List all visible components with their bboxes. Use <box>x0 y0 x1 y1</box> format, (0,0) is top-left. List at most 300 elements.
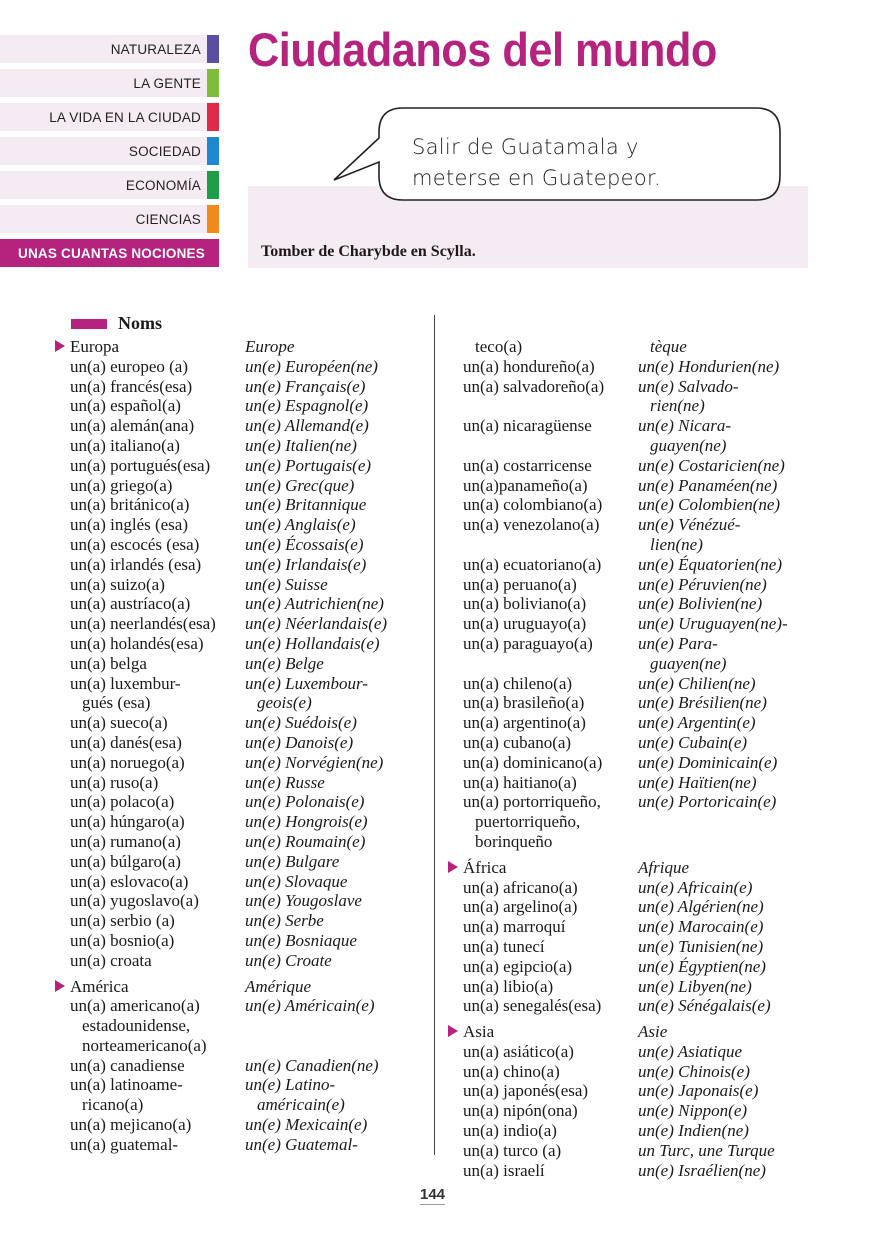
french-term: un(e) Britannique <box>245 495 367 515</box>
french-term: un(e) Américain(e) <box>245 996 375 1016</box>
spanish-term-text: un(a) argentino(a) <box>463 713 586 733</box>
nav-item-economia[interactable] <box>0 171 219 199</box>
spanish-term <box>55 654 245 674</box>
vocab-row <box>448 812 788 832</box>
color-tab <box>207 205 219 233</box>
spanish-term <box>55 773 245 793</box>
spanish-term <box>448 1081 638 1101</box>
spanish-term-text: un(a) serbio (a) <box>70 911 175 931</box>
french-term: un(e) Irlandais(e) <box>245 554 367 574</box>
french-term: un(e) Norvégien(ne) <box>245 752 384 772</box>
spanish-term-text: un(a) inglés (esa) <box>70 515 189 535</box>
vocab-row <box>55 773 387 793</box>
french-term: américain(e) <box>257 1095 345 1115</box>
vocab-row <box>55 614 387 634</box>
vocab-row <box>448 1042 788 1062</box>
spanish-term <box>448 634 638 654</box>
vocab-row <box>448 436 788 456</box>
spanish-term-text: puertorriqueño, <box>475 812 581 832</box>
vocab-row <box>448 996 788 1016</box>
spanish-term-text: un(a) bosnio(a) <box>70 930 175 950</box>
french-term: un(e) Hollandais(e) <box>245 633 380 653</box>
vocab-row <box>448 476 788 496</box>
continent-row <box>448 858 788 878</box>
vocab-row <box>55 693 387 713</box>
vocab-column-left <box>55 337 387 1155</box>
spanish-term <box>55 476 245 496</box>
vocab-row <box>55 515 387 535</box>
page-number: 144 <box>420 1186 446 1203</box>
french-term: Asie <box>638 1022 668 1042</box>
french-term: geois(e) <box>257 693 312 713</box>
section-heading-label: Noms <box>118 313 162 333</box>
spanish-term-text: un(a) belga <box>70 653 147 673</box>
spanish-term <box>448 396 638 416</box>
spanish-term <box>448 937 638 957</box>
spanish-term <box>55 634 245 654</box>
spanish-term <box>448 594 638 614</box>
spanish-term <box>55 396 245 416</box>
spanish-term <box>448 753 638 773</box>
spanish-term <box>55 951 245 971</box>
spanish-term <box>448 495 638 515</box>
vocab-row <box>448 832 788 852</box>
spanish-term <box>448 476 638 496</box>
spanish-term-text: un(a) griego(a) <box>70 475 173 495</box>
vocab-row <box>55 1075 387 1095</box>
vocab-row <box>448 1141 788 1161</box>
french-term: un(e) Bolivien(ne) <box>638 594 763 614</box>
spanish-term <box>55 377 245 397</box>
spanish-term <box>55 812 245 832</box>
spanish-term-text: un(a) chileno(a) <box>463 673 573 693</box>
triangle-bullet-icon <box>55 980 65 992</box>
vocab-row <box>448 495 788 515</box>
spanish-term-text: un(a) francés(esa) <box>70 376 193 396</box>
spanish-term <box>55 436 245 456</box>
vocab-row <box>55 733 387 753</box>
spanish-term-text: un(a) boliviano(a) <box>463 594 587 614</box>
nav-item-label: CIENCIAS <box>135 211 201 227</box>
vocab-row <box>55 832 387 852</box>
color-tab <box>207 35 219 63</box>
color-tab <box>207 137 219 165</box>
vocab-row <box>55 951 387 971</box>
vocab-row <box>55 634 387 654</box>
spanish-term-text: un(a) japonés(esa) <box>463 1081 589 1101</box>
spanish-term-text: un(a)panameño(a) <box>463 475 588 495</box>
triangle-bullet-icon <box>55 340 65 352</box>
french-term: un(e) Japonais(e) <box>638 1081 759 1101</box>
spanish-term-text: un(a) israelí <box>463 1160 545 1180</box>
spanish-term-text: un(a) latinoame- <box>70 1075 183 1095</box>
french-term: un(e) Argentin(e) <box>638 713 756 733</box>
vocab-row <box>448 713 788 733</box>
spanish-term-text: un(a) dominicano(a) <box>463 752 603 772</box>
spanish-term <box>448 1101 638 1121</box>
spanish-term-text: teco(a) <box>475 337 523 356</box>
french-term: un(e) Tunisien(ne) <box>638 936 764 956</box>
spanish-term-text: un(a) indio(a) <box>463 1121 557 1141</box>
vocab-row <box>448 674 788 694</box>
french-term: un(e) Slovaque <box>245 871 348 891</box>
spanish-term-text: un(a) asiático(a) <box>463 1041 574 1061</box>
spanish-term <box>448 654 638 674</box>
spanish-term-text: un(a) suizo(a) <box>70 574 165 594</box>
spanish-term-text: un(a) salvadoreño(a) <box>463 376 605 396</box>
spanish-term <box>55 416 245 436</box>
vocab-row <box>55 1036 387 1056</box>
french-term: un(e) Para- <box>638 633 718 653</box>
spanish-term-text: un(a) americano(a) <box>70 996 200 1016</box>
spanish-term <box>55 555 245 575</box>
spanish-term <box>448 436 638 456</box>
spanish-term <box>55 495 245 515</box>
spanish-term-text: un(a) irlandés (esa) <box>70 554 202 574</box>
spanish-term <box>55 337 245 357</box>
bubble-text <box>412 132 661 194</box>
french-term: un(e) Nicara- <box>638 416 732 436</box>
spanish-term <box>448 713 638 733</box>
spanish-term-text: un(a) ruso(a) <box>70 772 159 792</box>
spanish-term-text: Europa <box>70 337 120 356</box>
french-term: un(e) Russe <box>245 772 325 792</box>
spanish-term <box>448 456 638 476</box>
vocab-row <box>448 878 788 898</box>
vocab-row <box>55 872 387 892</box>
spanish-term <box>55 996 245 1016</box>
spanish-term <box>448 674 638 694</box>
spanish-term-text: un(a) nicaragüense <box>463 416 592 436</box>
spanish-term-text: un(a) húngaro(a) <box>70 812 185 832</box>
french-term: un(e) Indien(ne) <box>638 1121 749 1141</box>
spanish-term <box>448 416 638 436</box>
spanish-term <box>448 812 638 832</box>
spanish-term <box>448 897 638 917</box>
spanish-term-text: un(a) ecuatoriano(a) <box>463 554 602 574</box>
continent-row <box>448 1022 788 1042</box>
nav-item-label: SOCIEDAD <box>128 143 201 159</box>
nav-item-unas-cuantas-nociones[interactable] <box>0 239 219 267</box>
spanish-term <box>55 1036 245 1056</box>
french-term: un(e) Bosniaque <box>245 930 357 950</box>
vocab-row <box>55 1135 387 1155</box>
french-term: un(e) Portugais(e) <box>245 455 372 475</box>
vocab-row <box>448 937 788 957</box>
french-term: un(e) Asiatique <box>638 1041 743 1061</box>
vocab-row <box>448 357 788 377</box>
spanish-term <box>55 931 245 951</box>
vocab-row <box>55 852 387 872</box>
spanish-term <box>55 575 245 595</box>
spanish-term-text: un(a) búlgaro(a) <box>70 851 181 871</box>
vocab-row <box>55 1115 387 1135</box>
continent-row <box>55 337 387 357</box>
spanish-term-text: un(a) alemán(ana) <box>70 416 195 436</box>
spanish-term <box>55 852 245 872</box>
spanish-term <box>55 733 245 753</box>
color-tab <box>207 171 219 199</box>
spanish-term <box>448 957 638 977</box>
spanish-term-text: un(a) croata <box>70 950 152 970</box>
nav-item-sociedad[interactable] <box>0 137 219 165</box>
spanish-term <box>55 792 245 812</box>
spanish-term-text: un(a) rumano(a) <box>70 831 181 851</box>
vocab-row <box>55 1056 387 1076</box>
french-term: un(e) Libyen(ne) <box>638 976 752 996</box>
continent-row <box>55 977 387 997</box>
spanish-term-text: Asia <box>463 1022 495 1042</box>
spanish-term <box>448 337 638 357</box>
vocab-row <box>448 733 788 753</box>
vocab-row <box>55 594 387 614</box>
vocab-row <box>55 476 387 496</box>
spanish-term <box>448 733 638 753</box>
color-tab <box>207 69 219 97</box>
spanish-term-text: un(a) luxembur- <box>70 673 181 693</box>
vocab-row <box>448 773 788 793</box>
vocab-row <box>55 911 387 931</box>
spanish-term-text: un(a) haitiano(a) <box>463 772 577 792</box>
vocab-row <box>448 1081 788 1101</box>
spanish-term-text: un(a) costarricense <box>463 455 592 475</box>
spanish-term <box>448 1042 638 1062</box>
spanish-term <box>55 1095 245 1115</box>
sidebar-nav <box>0 35 219 273</box>
vocab-row <box>448 396 788 416</box>
spanish-term-text: un(a) polaco(a) <box>70 792 175 812</box>
spanish-term-text: un(a) holandés(esa) <box>70 633 204 653</box>
vocab-row <box>55 996 387 1016</box>
triangle-bullet-icon <box>448 861 458 873</box>
french-term: Amérique <box>245 976 312 996</box>
spanish-term <box>448 1062 638 1082</box>
french-term: un(e) Cubain(e) <box>638 732 748 752</box>
vocab-row <box>448 515 788 535</box>
spanish-term <box>448 792 638 812</box>
french-term: un(e) Anglais(e) <box>245 515 356 535</box>
nav-item-label: ECONOMÍA <box>125 177 201 193</box>
spanish-term-text: un(a) guatemal- <box>70 1134 179 1154</box>
french-term: un(e) Chinois(e) <box>638 1061 750 1081</box>
spanish-term-text: un(a) portugués(esa) <box>70 455 211 475</box>
spanish-term-text: un(a) chino(a) <box>463 1061 560 1081</box>
vocab-column-right <box>448 337 788 1180</box>
page-title: Ciudadanos del mundo <box>248 23 717 76</box>
vocab-row <box>55 674 387 694</box>
vocab-row <box>448 1101 788 1121</box>
french-term: un(e) Européen(ne) <box>245 356 378 376</box>
spanish-term-text: un(a) europeo (a) <box>70 356 188 376</box>
french-term: un(e) Néerlandais(e) <box>245 614 388 634</box>
french-term: un(e) Chilien(ne) <box>638 673 756 693</box>
spanish-term-text: un(a) nipón(ona) <box>463 1101 578 1121</box>
spanish-term <box>55 713 245 733</box>
french-term: rien(ne) <box>650 396 705 416</box>
spanish-term-text: un(a) eslovaco(a) <box>70 871 189 891</box>
spanish-term-text: América <box>70 976 129 996</box>
french-term: un(e) Belge <box>245 653 324 673</box>
french-term: un(e) Dominicain(e) <box>638 752 778 772</box>
vocab-row <box>55 396 387 416</box>
spanish-term <box>448 878 638 898</box>
french-term: un(e) Français(e) <box>245 376 366 396</box>
vocab-row <box>448 1161 788 1181</box>
vocab-row <box>55 1095 387 1115</box>
spanish-term <box>448 858 638 878</box>
french-term: un(e) Yougoslave <box>245 891 362 911</box>
vocab-row <box>55 575 387 595</box>
vocab-row <box>55 792 387 812</box>
french-term: un(e) Mexicain(e) <box>245 1115 368 1135</box>
spanish-term <box>55 614 245 634</box>
spanish-term-text: un(a) yugoslavo(a) <box>70 891 199 911</box>
spanish-term-text: un(a) sueco(a) <box>70 713 168 733</box>
french-term: un(e) Sénégalais(e) <box>638 996 771 1016</box>
french-term: un(e) Égyptien(ne) <box>638 956 766 976</box>
spanish-term <box>55 515 245 535</box>
french-term: un(e) Autrichien(ne) <box>245 594 384 614</box>
vocab-row <box>55 753 387 773</box>
french-term: un(e) Polonais(e) <box>245 792 365 812</box>
spanish-term-text: gués (esa) <box>82 693 151 713</box>
spanish-term-text: un(a) portorriqueño, <box>463 792 601 812</box>
french-term: Afrique <box>638 857 689 877</box>
spanish-term <box>448 917 638 937</box>
vocab-row <box>448 753 788 773</box>
french-term: un(e) Canadien(ne) <box>245 1055 379 1075</box>
spanish-term <box>448 1121 638 1141</box>
spanish-term <box>448 693 638 713</box>
spanish-term-text: ricano(a) <box>82 1095 144 1115</box>
spanish-term <box>55 594 245 614</box>
french-term: un(e) Roumain(e) <box>245 831 366 851</box>
spanish-term-text: un(a) libio(a) <box>463 976 554 996</box>
french-term: guayen(ne) <box>650 653 727 673</box>
vocab-row <box>448 377 788 397</box>
french-term: un(e) Salvado- <box>638 376 739 396</box>
spanish-term <box>55 693 245 713</box>
vocab-row <box>55 931 387 951</box>
french-term: un(e) Serbe <box>245 911 324 931</box>
nav-item-label: NATURALEZA <box>110 41 201 57</box>
spanish-term-text: un(a) senegalés(esa) <box>463 996 602 1016</box>
vocab-row <box>448 456 788 476</box>
nav-item-ciencias[interactable] <box>0 205 219 233</box>
nav-item-la-gente[interactable] <box>0 69 219 97</box>
vocab-row <box>55 416 387 436</box>
heading-swatch <box>71 319 107 329</box>
vocab-row <box>448 957 788 977</box>
vocab-row <box>55 495 387 515</box>
spanish-term <box>448 996 638 1016</box>
french-term: un(e) Vénézué- <box>638 515 741 535</box>
triangle-bullet-icon <box>448 1025 458 1037</box>
spanish-term-text: África <box>463 857 507 877</box>
spanish-term-text: un(a) austríaco(a) <box>70 594 191 614</box>
vocab-row <box>55 1016 387 1036</box>
spanish-term-text: un(a) británico(a) <box>70 495 190 515</box>
spanish-term <box>55 832 245 852</box>
french-term: un(e) Uruguayen(ne)- <box>638 614 788 634</box>
section-heading <box>71 313 162 334</box>
spanish-term <box>55 1016 245 1036</box>
color-tab <box>207 103 219 131</box>
vocab-row <box>448 693 788 713</box>
spanish-term-text: un(a) danés(esa) <box>70 732 182 752</box>
french-term: un(e) Latino- <box>245 1075 336 1095</box>
vocab-row <box>55 377 387 397</box>
spanish-term <box>55 1075 245 1095</box>
french-term: un(e) Nippon(e) <box>638 1101 748 1121</box>
bubble-line: meterse en Guatepeor. <box>412 166 661 190</box>
spanish-term <box>448 1022 638 1042</box>
french-term: un(e) Colombien(ne) <box>638 495 781 515</box>
french-term: tèque <box>650 337 687 356</box>
spanish-term <box>448 575 638 595</box>
spanish-term <box>448 535 638 555</box>
spanish-term-text: un(a) egipcio(a) <box>463 956 573 976</box>
french-term: un(e) Israélien(ne) <box>638 1160 766 1180</box>
spanish-term-text: un(a) africano(a) <box>463 877 578 897</box>
spanish-term <box>448 1141 638 1161</box>
spanish-term-text: un(a) peruano(a) <box>463 574 577 594</box>
spanish-term <box>55 891 245 911</box>
spanish-term <box>55 977 245 997</box>
vocab-row <box>448 1062 788 1082</box>
column-divider <box>434 315 435 1155</box>
vocab-row <box>55 456 387 476</box>
nav-item-label: LA GENTE <box>133 75 201 91</box>
spanish-term <box>55 753 245 773</box>
spanish-term-text: un(a) escocés (esa) <box>70 534 200 554</box>
vocab-row <box>448 416 788 436</box>
spanish-term <box>55 535 245 555</box>
vocab-row <box>55 357 387 377</box>
nav-item-label: UNAS CUANTAS NOCIONES <box>18 245 205 261</box>
french-term: un(e) Guatemal- <box>245 1134 358 1154</box>
french-term: un(e) Suisse <box>245 574 328 594</box>
spanish-term <box>448 515 638 535</box>
french-term: un(e) Portoricain(e) <box>638 792 777 812</box>
vocab-row <box>448 337 788 357</box>
spanish-term-text: un(a) uruguayo(a) <box>463 614 587 634</box>
bubble-line: Salir de Guatamala y <box>412 135 639 159</box>
french-term: un(e) Haïtien(ne) <box>638 772 757 792</box>
french-term: un(e) Africain(e) <box>638 877 753 897</box>
nav-item-naturaleza[interactable] <box>0 35 219 63</box>
vocab-row <box>448 654 788 674</box>
spanish-term-text: un(a) mejicano(a) <box>70 1115 192 1135</box>
french-term: un(e) Croate <box>245 950 332 970</box>
french-term: un(e) Marocain(e) <box>638 917 764 937</box>
spanish-term <box>448 773 638 793</box>
vocab-row <box>448 977 788 997</box>
spanish-term <box>448 555 638 575</box>
spanish-term-text: un(a) español(a) <box>70 396 181 416</box>
nav-item-la-vida-en-la-ciudad[interactable] <box>0 103 219 131</box>
french-term: un(e) Péruvien(ne) <box>638 574 767 594</box>
spanish-term-text: un(a) canadiense <box>70 1055 185 1075</box>
french-saying: Tomber de Charybde en Scylla. <box>261 243 476 260</box>
spanish-term-text: un(a) brasileño(a) <box>463 693 585 713</box>
vocab-row <box>55 654 387 674</box>
french-term: un(e) Italien(ne) <box>245 435 357 455</box>
spanish-term-text: un(a) colombiano(a) <box>463 495 603 515</box>
french-term: Europe <box>245 337 295 356</box>
spanish-term <box>55 1115 245 1135</box>
french-term: guayen(ne) <box>650 435 727 455</box>
